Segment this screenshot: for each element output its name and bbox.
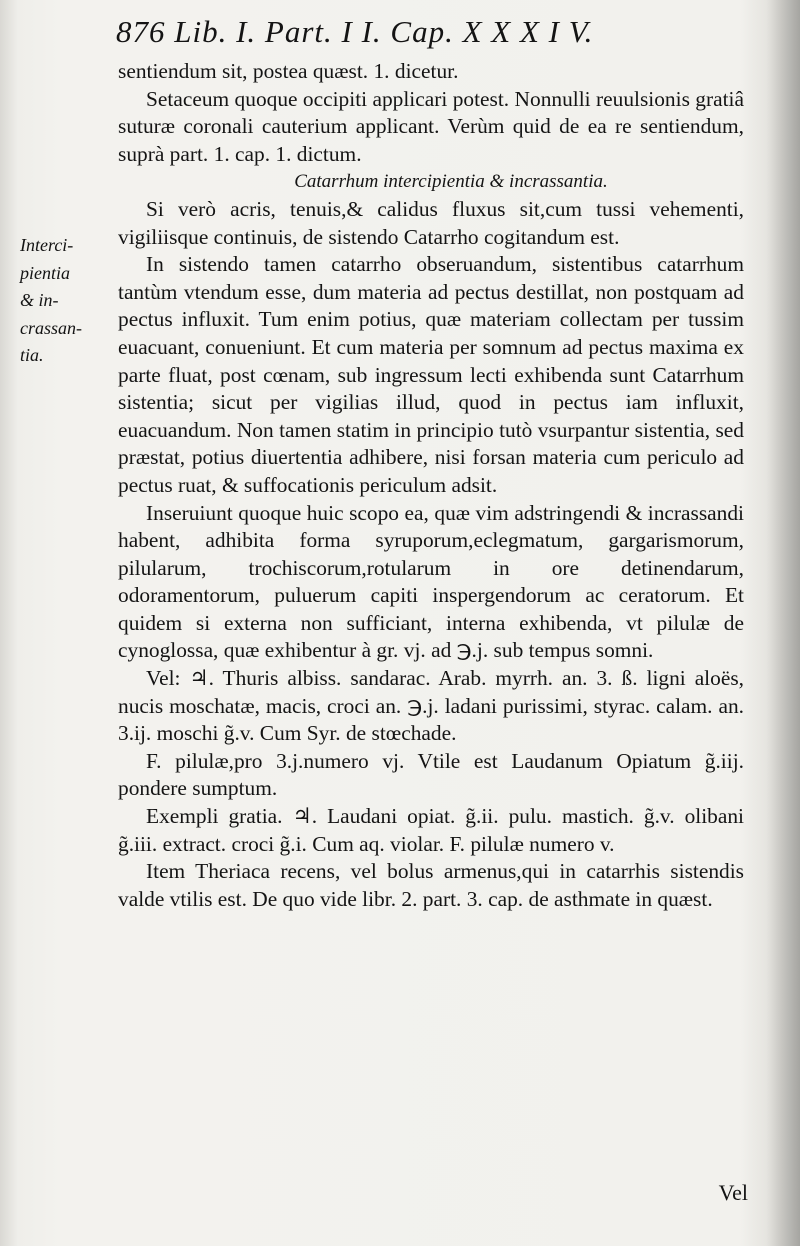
body-text xyxy=(118,58,744,913)
prescription-paragraph: Exempli gratia. ♃. Laudani opiat. g̃.ii. pulu. mastich. g̃.v. olibani g̃.iii. extract. croci g̃.i. Cum aq. violar. F. pilulæ numero v. xyxy=(118,804,744,856)
marginal-note xyxy=(20,232,100,370)
paragraph: Item Theriaca recens, vel bolus armenus,qui in catarrhis sistendis valde vtilis est. De quo vide libr. 2. part. 3. cap. de asthmate in quæst. xyxy=(118,859,744,911)
paragraph: Inseruiunt quoque huic scopo ea, quæ vim adstringendi & incrassandi habent, adhibita forma syruporum,eclegmatum, gargarismorum, pilularum, trochiscorum,rotularum in ore detinendarum, odoramentorum, puluerum capiti inspergendorum ac ceratorum. Et quidem si externa non sufficiant, interna exhibenda, vt pilulæ de cynoglossa, quæ exhibentur à gr. vj. ad ℈.j. sub tempus somni. xyxy=(118,500,744,663)
marginal-note-line: pientia xyxy=(20,262,70,283)
prescription-paragraph: Vel: ♃. Thuris albiss. sandarac. Arab. myrrh. an. 3. ß. ligni aloës, nucis moschatæ, macis, croci an. ℈.j. ladani purissimi, styrac. calam. an. 3.ij. moschi g̃.v. Cum Syr. de stœchade. xyxy=(118,666,744,746)
catchword: Vel xyxy=(718,1180,748,1205)
paragraph: F. pilulæ,pro 3.j.numero vj. Vtile est Laudanum Opiatum g̃.iij. pondere sumptum. xyxy=(118,748,744,801)
marginal-note-line: & in- xyxy=(20,290,59,310)
paragraph: Setaceum quoque occipiti applicari potest. Nonnulli reuulsionis gratiâ suturæ coronali cauterium applicant. Verùm quid de ea re sentiendum, suprà part. 1. cap. 1. dictum. xyxy=(118,86,744,166)
gutter-shadow xyxy=(766,0,800,1246)
paragraph: In sistendo tamen catarrho obseruandum, sistentibus catarrhum tantùm vtendum esse, dum materia ad pectus destillat, non postquam ad pectus influxit. Tum enim potius, quæ materiam collectam per tussim euacuant, conueniunt. Et cum materia per somnum ad pectus maxima ex parte fluat, post cœnam, sub ingressum lecti exhibenda sunt Catarrhum sistentia; sicut per vigilias illud, quod in pectus iam influxit, euacuandum. Non tamen statim in principio tutò vsurpantur sistentia, sed præstat, potius diuertentia adhibere, nisi forsan materia cum periculo ad pectus ruat, & suffocationis periculum adsit. xyxy=(118,252,744,497)
marginal-note-line: Interci- xyxy=(20,235,74,255)
marginal-note-line: tia. xyxy=(20,345,44,365)
marginal-note-line: crassan- xyxy=(20,317,82,338)
running-header: 876 Lib. I. Part. I I. Cap. X X X I V. xyxy=(116,14,594,49)
paragraph: sentiendum sit, postea quæst. 1. dicetur. xyxy=(118,59,459,83)
section-heading: Catarrhum intercipientia & incrassantia. xyxy=(294,171,608,193)
paragraph: Si verò acris, tenuis,& calidus fluxus sit,cum tussi vehementi, vigiliisque continuis, de sistendo Catarrho cogitandum est. xyxy=(118,196,744,249)
